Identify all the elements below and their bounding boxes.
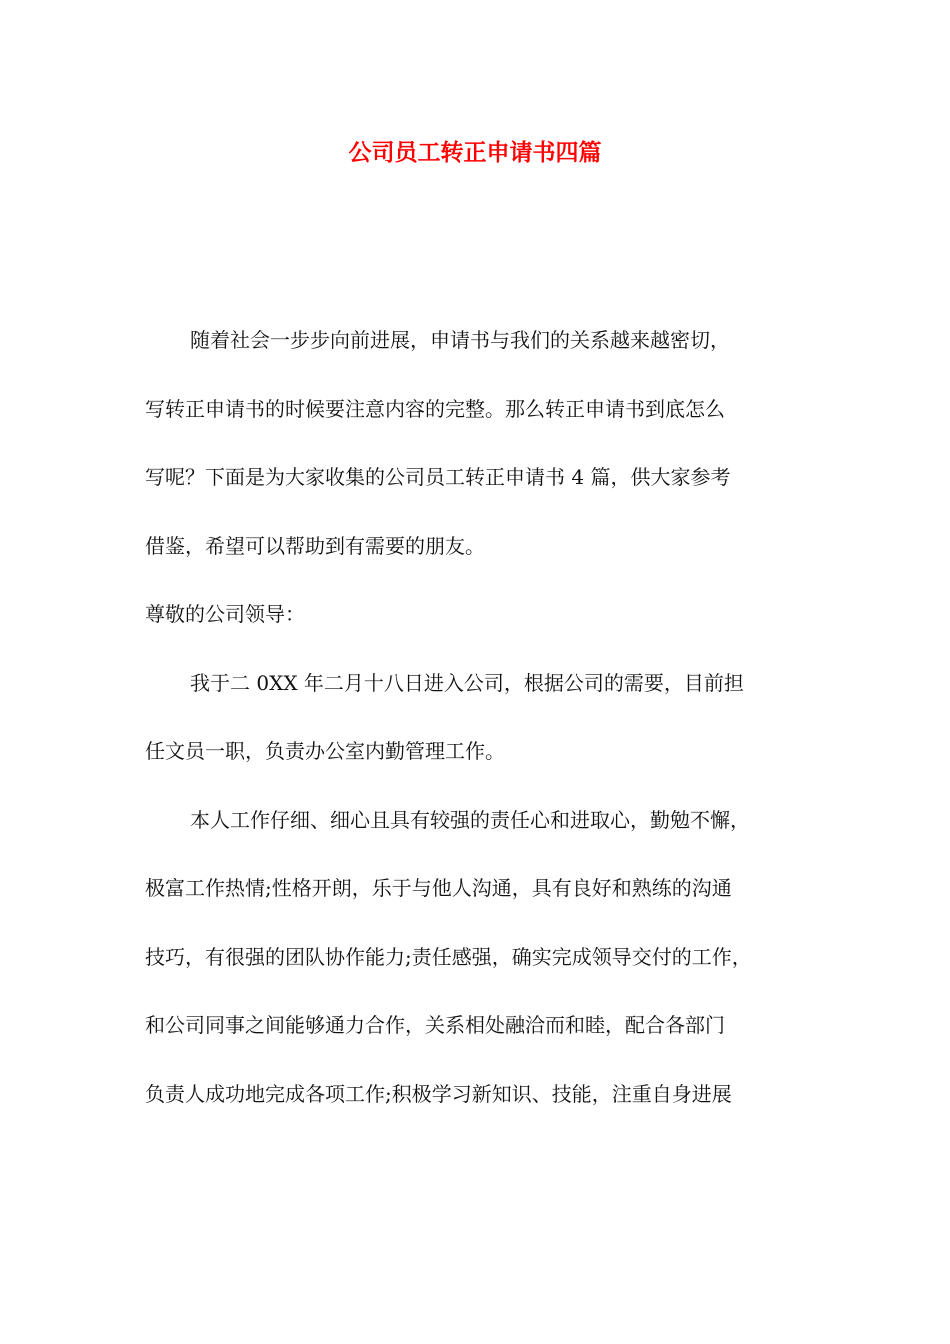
body-line: 任文员一职，负责办公室内勤管理工作。 (145, 739, 505, 763)
body-line: 技巧，有很强的团队协作能力;责任感强，确实完成领导交付的工作， (145, 944, 752, 969)
body-line: 极富工作热情;性格开朗，乐于与他人沟通，具有良好和熟练的沟通 (145, 876, 732, 900)
body-line: 随着社会一步步向前进展，申请书与我们的关系越来越密切， (190, 328, 730, 352)
body-line: 借鉴，希望可以帮助到有需要的朋友。 (145, 533, 485, 558)
body-line: 写呢？下面是为大家收集的公司员工转正申请书 4 篇，供大家参考 (145, 465, 731, 489)
body-line: 写转正申请书的时候要注意内容的完整。那么转正申请书到底怎么 (145, 396, 725, 421)
document-title: 公司员工转正申请书四篇 (348, 140, 602, 166)
body-line: 本人工作仔细、细心且具有较强的责任心和进取心，勤勉不懈， (190, 807, 750, 832)
body-line: 和公司同事之间能够通力合作，关系相处融洽而和睦，配合各部门 (145, 1013, 725, 1037)
document-body (145, 320, 825, 1142)
salutation: 尊敬的公司领导： (145, 602, 305, 626)
body-line: 负责人成功地完成各项工作;积极学习新知识、技能，注重自身进展 (145, 1081, 732, 1106)
body-line: 我于二 0XX 年二月十八日进入公司，根据公司的需要，目前担 (190, 670, 744, 695)
